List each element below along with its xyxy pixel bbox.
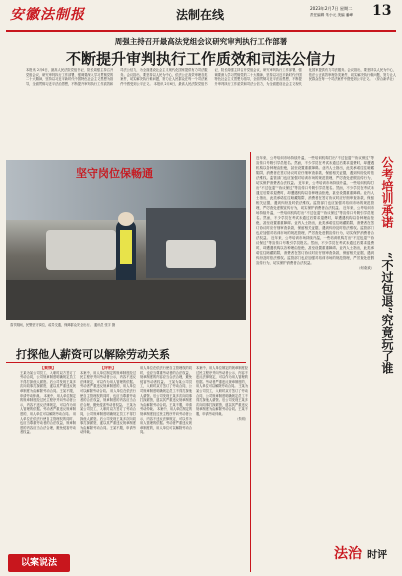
page-number: 13: [372, 3, 392, 19]
lead-headline: 不断提升审判执行工作质效和司法公信力: [65, 50, 336, 68]
footer-logo-main: 法治: [334, 546, 362, 562]
masthead: [0, 0, 402, 30]
column-badge: [8, 554, 70, 572]
comment-title-bottom: “不过包退”究竟玩了谁: [380, 252, 394, 374]
lead-body: 本报讯 2月6日，最高人民法院党组书记、院长周强主持召开党组会议，研究审判执行工作部署，强调要深入学习贯彻党的二十大精神，坚持以习近平新时代中国特色社会主义思想为指导，全面贯彻习近平法治思想，不断提升审判执行工作质效和司法公信力，为全面建设社会主义现代化国家提供有力司法服务。会议指出，要坚持以人民为中心，依法公正高效审理各类案件，切实解决执行难问题，努力让人民群众在每一个司法案件中感受到公平正义。 本报讯 2月6日，最高人民法院党组书记、院长周强主持召开党组会议，研究审判执行工作部署，强调要深入学习贯彻党的二十大精神，坚持以习近平新时代中国特色社会主义思想为指导，全面贯彻习近平法治思想，不断提升审判执行工作质效和司法公信力，为全面建设社会主义现代化国家提供有力司法服务。会议指出，要坚持以人民为中心，依法公正高效审理各类案件，切实解决执行难问题，努力让人民群众在每一个司法案件中感受到公平正义。 （综合新华社）: [26, 68, 396, 86]
article-author: （朱明）: [235, 416, 248, 421]
comment-author: （何欢欢）: [357, 266, 374, 270]
case-column: 【案情】 王某为某公司员工，入职时双方签订了劳动合同，公司规章制度明确规定员工不得打探他人薪资。后公司发现王某多次向同事打探薪资，遂以其严重违反规章制度为由解除劳动合同。王某不服，申请劳动仲裁。 本案中，用人单位制定的规章制度经过民主程序并向劳动者公示，内容不违反法律规定，可以作为用人管理的依据。劳动者严重违反规章制度的，用人单位可以解除劳动合同。 用人单位在依法行使自主管理权的同时，也应当尊重劳动者的合法权益，规章制度的内容应当合法合理，避免侵害劳动者权益。: [20, 366, 76, 435]
news-photo: [6, 160, 246, 320]
paper-logo: 安徽法制报: [10, 7, 85, 23]
comment-title-top: 公考培训承诺: [380, 156, 394, 228]
article-headline: 打探他人薪资可以解除劳动关系: [16, 348, 170, 361]
photo-caption-title: 坚守岗位保畅通: [76, 167, 153, 180]
comment-body: 近年来，公考培训市场持续升温，一些培训机构打出“不过包退”“协议保过”等宣传口号吸引学员报名。然而，不少学员在考试未通过后要求退费时，却遭遇机构以各种理由拒绝，甚至设置重重障碍。业内人士指出，此类承诺往往暗藏陷阱，消费者在签订协议时应仔细审查条款，保留相关证据，遇到纠纷及时依法维权。监管部门也应加强对培训市场的规范管理，严厉查处虚假宣传行为，切实保护消费者合法权益。 近年来，公考培训市场持续升温，一些培训机构打出“不过包退”“协议保过”等宣传口号吸引学员报名。然而，不少学员在考试未通过后要求退费时，却遭遇机构以各种理由拒绝，甚至设置重重障碍。业内人士指出，此类承诺往往暗藏陷阱，消费者在签订协议时应仔细审查条款，保留相关证据，遇到纠纷及时依法维权。监管部门也应加强对培训市场的规范管理，严厉查处虚假宣传行为，切实保护消费者合法权益。 近年来，公考培训市场持续升温，一些培训机构打出“不过包退”“协议保过”等宣传口号吸引学员报名。然而，不少学员在考试未通过后要求退费时，却遭遇机构以各种理由拒绝，甚至设置重重障碍。业内人士指出，此类承诺往往暗藏陷阱，消费者在签订协议时应仔细审查条款，保留相关证据，遇到纠纷及时依法维权。监管部门也应加强对培训市场的规范管理，严厉查处虚假宣传行为，切实保护消费者合法权益。 近年来，公考培训市场持续升温，一些培训机构打出“不过包退”“协议保过”等宣传口号吸引学员报名。然而，不少学员在考试未通过后要求退费时，却遭遇机构以各种理由拒绝，甚至设置重重障碍。业内人士指出，此类承诺往往暗藏陷阱，消费者在签订协议时应仔细审查条款，保留相关证据，遇到纠纷及时依法维权。监管部门也应加强对培训市场的规范管理，严厉查处虚假宣传行为，切实保护消费者合法权益。 （何欢欢）: [256, 156, 374, 270]
comment-tag: 【评析】: [100, 366, 116, 370]
footer-logo-sub: 时评: [367, 550, 388, 561]
analysis-column-1: 用人单位在依法行使自主管理权的同时，也应当尊重劳动者的合法权益，规章制度的内容应当合法合理，避免侵害劳动者权益。 王某为某公司员工，入职时双方签订了劳动合同，公司规章制度明确规定员工不得打探他人薪资。后公司发现王某多次向同事打探薪资，遂以其严重违反规章制度为由解除劳动合同。王某不服，申请劳动仲裁。 本案中，用人单位制定的规章制度经过民主程序并向劳动者公示，内容不违反法律规定，可以作为用人管理的依据。劳动者严重违反规章制度的，用人单位可以解除劳动合同。: [140, 366, 192, 435]
column-badge-label: 以案说法: [20, 558, 57, 568]
comment-column: 【评析】 本案中，用人单位制定的规章制度经过民主程序并向劳动者公示，内容不违反法律规定，可以作为用人管理的依据。劳动者严重违反规章制度的，用人单位可以解除劳动合同。 用人单位在依法行使自主管理权的同时，也应当尊重劳动者的合法权益，规章制度的内容应当合法合理，避免侵害劳动者权益。 王某为某公司员工，入职时双方签订了劳动合同，公司规章制度明确规定员工不得打探他人薪资。后公司发现王某多次向同事打探薪资，遂以其严重违反规章制度为由解除劳动合同。王某不服，申请劳动仲裁。: [80, 366, 136, 435]
article-rule: [6, 362, 246, 363]
editor-line: 责任编辑 朱小元 美编 潘峰: [310, 13, 353, 17]
analysis-column-2: 本案中，用人单位制定的规章制度经过民主程序并向劳动者公示，内容不违反法律规定，可以作为用人管理的依据。劳动者严重违反规章制度的，用人单位可以解除劳动合同。 王某为某公司员工，入职时双方签订了劳动合同，公司规章制度明确规定员工不得打探他人薪资。后公司发现王某多次向同事打探薪资，遂以其严重违反规章制度为由解除劳动合同。王某不服，申请劳动仲裁。 （朱明）: [196, 366, 248, 421]
header-rule: [6, 30, 396, 32]
case-tag: 【案情】: [40, 366, 56, 370]
lead-kicker: 周强主持召开最高法党组会议研究审判执行工作部署: [114, 37, 288, 46]
footer-logo: [334, 543, 398, 569]
photo-caption: 春节期间，民警坚守岗位，疏导交通，保障群众安全出行。 通讯员 张宇 摄: [10, 323, 116, 327]
issue-date: 2023年2月7日 星期二: [310, 6, 353, 11]
section-title: 法制在线: [176, 8, 225, 22]
